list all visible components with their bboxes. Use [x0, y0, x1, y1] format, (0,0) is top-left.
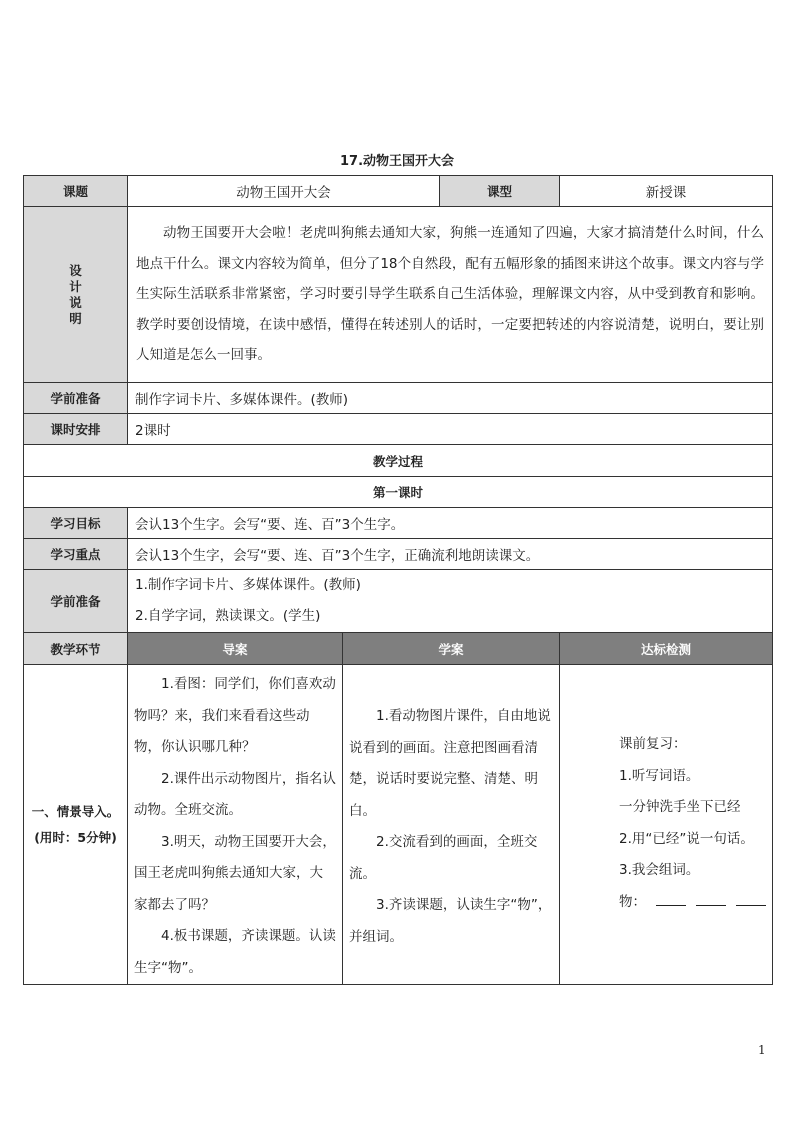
- topic-label: 课题: [24, 176, 128, 207]
- check-item: 2.用“已经”说一句话。: [619, 830, 754, 847]
- lesson-prep-item: 2.自学字词，熟读课文。(学生): [135, 608, 321, 624]
- stage-label: 一、情景导入。: [31, 803, 120, 819]
- focus-value: 会认13个生字，会写“要、连、百”3个生字，正确流利地朗读课文。: [128, 539, 773, 570]
- check-item-prefix: 物：: [619, 893, 647, 910]
- lesson-plan-table: [23, 175, 773, 985]
- lesson-prep-item: 1.制作字词卡片、多媒体课件。(教师): [135, 577, 361, 593]
- design-label: 设计说明: [69, 262, 82, 326]
- study-item: 3.齐读课题，认读生字“物”，并组词。: [349, 897, 552, 945]
- study-cell: [343, 665, 560, 985]
- prep-row: [24, 383, 773, 414]
- check-intro: 课前复习：: [619, 736, 687, 752]
- guide-item: 3.明天，动物王国要开大会，国王老虎叫狗熊去通知大家，大家都去了吗？: [134, 833, 336, 913]
- guide-item: 4.板书课题，齐读课题。认读生字“物”。: [134, 928, 336, 976]
- check-item: 3.我会组词。: [619, 862, 700, 878]
- check-item: 1.听写词语。: [619, 767, 700, 784]
- type-label: 课型: [440, 176, 560, 207]
- prep-label: 学前准备: [24, 383, 128, 414]
- schedule-value: 2课时: [128, 414, 773, 445]
- header-check: 达标检测: [560, 633, 773, 665]
- check-blank-line: [592, 887, 766, 919]
- study-item: 2.交流看到的画面，全班交流。: [349, 834, 538, 882]
- focus-row: [24, 539, 773, 570]
- focus-label: 学习重点: [24, 539, 128, 570]
- lesson-heading: 第一课时: [24, 477, 773, 508]
- check-words: 一分钟洗手坐下已经: [619, 799, 741, 815]
- schedule-row: [24, 414, 773, 445]
- steps-header-row: [24, 633, 773, 665]
- topic-value: 动物王国开大会: [128, 176, 440, 207]
- process-heading: 教学过程: [24, 445, 773, 477]
- header-study: 学案: [343, 633, 560, 665]
- header-stage: 教学环节: [24, 633, 128, 665]
- lesson-prep-row: [24, 570, 773, 633]
- goal-value: 会认13个生字。会写“要、连、百”3个生字。: [128, 508, 773, 539]
- schedule-label: 课时安排: [24, 414, 128, 445]
- study-item: 1.看动物图片课件，自由地说说看到的画面。注意把图画看清楚，说话时要说完整、清楚、明白。: [349, 708, 551, 819]
- lesson-prep-label: 学前准备: [24, 570, 128, 633]
- check-cell: [560, 665, 773, 985]
- guide-cell: [128, 665, 343, 985]
- header-guide: 导案: [128, 633, 343, 665]
- document-title: 17.动物王国开大会: [339, 154, 455, 169]
- steps-row: [24, 665, 773, 985]
- guide-item: 1.看图：同学们，你们喜欢动物吗？来，我们来看看这些动物，你认识哪几种？: [134, 676, 336, 755]
- answer-blank[interactable]: [696, 895, 726, 906]
- stage-time: (用时：5分钟): [34, 829, 117, 845]
- design-text: 动物王国要开大会啦！老虎叫狗熊去通知大家，狗熊一连通知了四遍，大家才搞清楚什么时间，什么地点干什么。课文内容较为简单，但分了18个自然段，配有五幅形象的插图来讲这个故事。课文内容与学生实际生活联系非常紧密，学习时要引导学生联系自己生活体验，理解课文内容，从中受到教育和影响。教学时要创设情境，在读中感悟，懂得在转述别人的话时，一定要把转述的内容说清楚，说明白，要让别人知道是怎么一回事。: [128, 207, 773, 383]
- prep-value: 制作字词卡片、多媒体课件。(教师): [128, 383, 773, 414]
- design-row: [24, 207, 773, 383]
- lesson-heading-row: [24, 477, 773, 508]
- answer-blank[interactable]: [656, 895, 686, 906]
- type-value: 新授课: [560, 176, 773, 207]
- goal-label: 学习目标: [24, 508, 128, 539]
- answer-blank[interactable]: [736, 895, 766, 906]
- page-number: 1: [758, 1043, 766, 1057]
- goal-row: [24, 508, 773, 539]
- topic-row: [24, 176, 773, 207]
- process-heading-row: [24, 445, 773, 477]
- guide-item: 2.课件出示动物图片，指名认动物。全班交流。: [134, 770, 336, 818]
